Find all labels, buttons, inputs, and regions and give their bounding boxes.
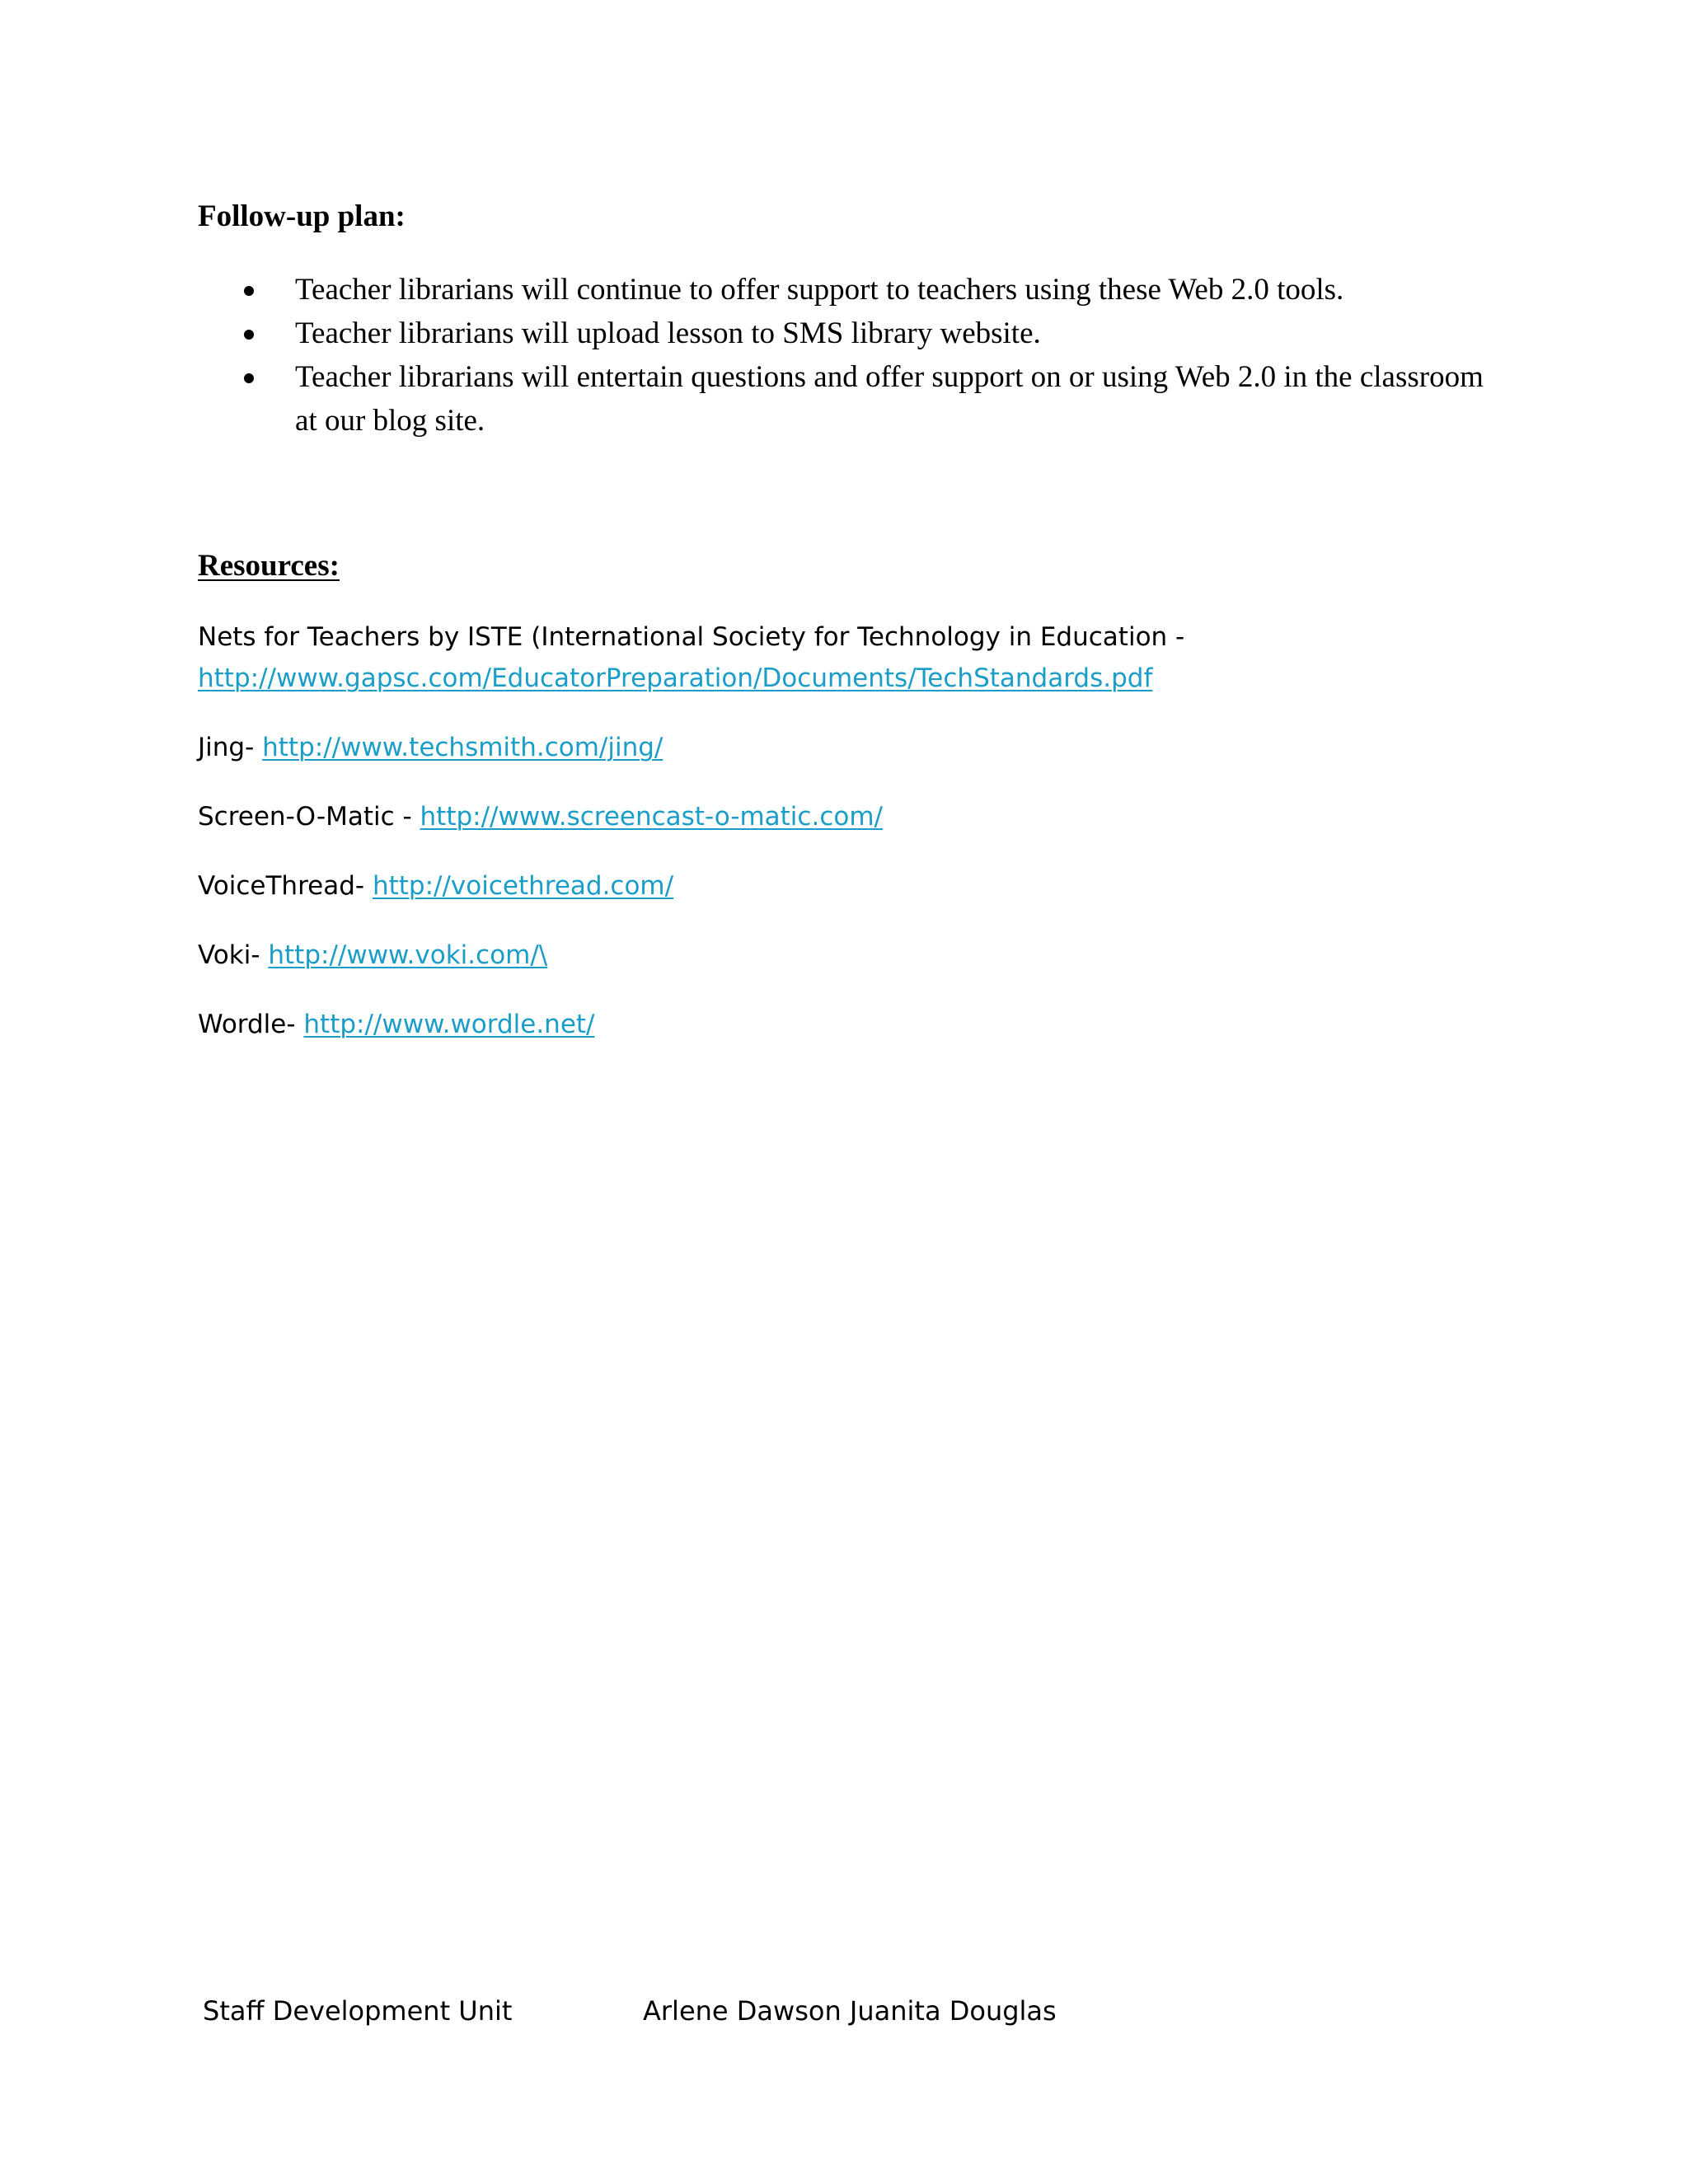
footer-authors: Arlene Dawson Juanita Douglas xyxy=(643,1995,1057,2027)
list-item xyxy=(198,355,1484,443)
resource-link-wordle[interactable]: http://www.wordle.net/ xyxy=(303,1010,595,1039)
followup-heading: Follow-up plan: xyxy=(198,199,406,233)
resource-label: Nets for Teachers by ISTE (International Society for Technology in Education - xyxy=(198,622,1185,652)
resource-link-gapsc[interactable]: http://www.gapsc.com/EducatorPreparation/Documents/TechStandards.pdf xyxy=(198,663,1153,693)
resource-label: Jing- xyxy=(198,733,263,762)
resource-item-jing xyxy=(198,727,1517,768)
list-item xyxy=(198,268,1484,312)
footer-unit: Staff Development Unit xyxy=(203,1995,513,2027)
resource-link-voki[interactable]: http://www.voki.com/\ xyxy=(268,940,548,970)
resource-item-screen-o-matic xyxy=(198,796,1517,837)
list-item xyxy=(198,312,1484,355)
list-item-text: Teacher librarians will continue to offer support to teachers using these Web 2.0 tools. xyxy=(295,273,1344,307)
resource-link-voicethread[interactable]: http://voicethread.com/ xyxy=(372,871,674,901)
list-item-text: Teacher librarians will entertain questions and offer support on or using Web 2.0 in the classroom at our blog site. xyxy=(295,360,1484,438)
bullet-icon xyxy=(244,373,254,383)
resource-link-jing[interactable]: http://www.techsmith.com/jing/ xyxy=(262,733,663,762)
resources-heading: Resources: xyxy=(198,549,340,583)
followup-list xyxy=(198,268,1484,443)
resource-label: Screen-O-Matic - xyxy=(198,802,420,832)
resource-item-wordle xyxy=(198,1004,1517,1045)
resources-list xyxy=(198,616,1517,1073)
resource-label: VoiceThread- xyxy=(198,871,373,901)
resource-link-screencast[interactable]: http://www.screencast-o-matic.com/ xyxy=(420,802,883,832)
list-item-text: Teacher librarians will upload lesson to SMS library website. xyxy=(295,316,1041,350)
bullet-icon xyxy=(244,286,254,296)
resource-item-voki xyxy=(198,935,1517,976)
resource-item-nets xyxy=(198,616,1517,699)
resource-item-voicethread xyxy=(198,865,1517,907)
resource-label: Wordle- xyxy=(198,1010,304,1039)
bullet-icon xyxy=(244,330,254,340)
resource-label: Voki- xyxy=(198,940,269,970)
